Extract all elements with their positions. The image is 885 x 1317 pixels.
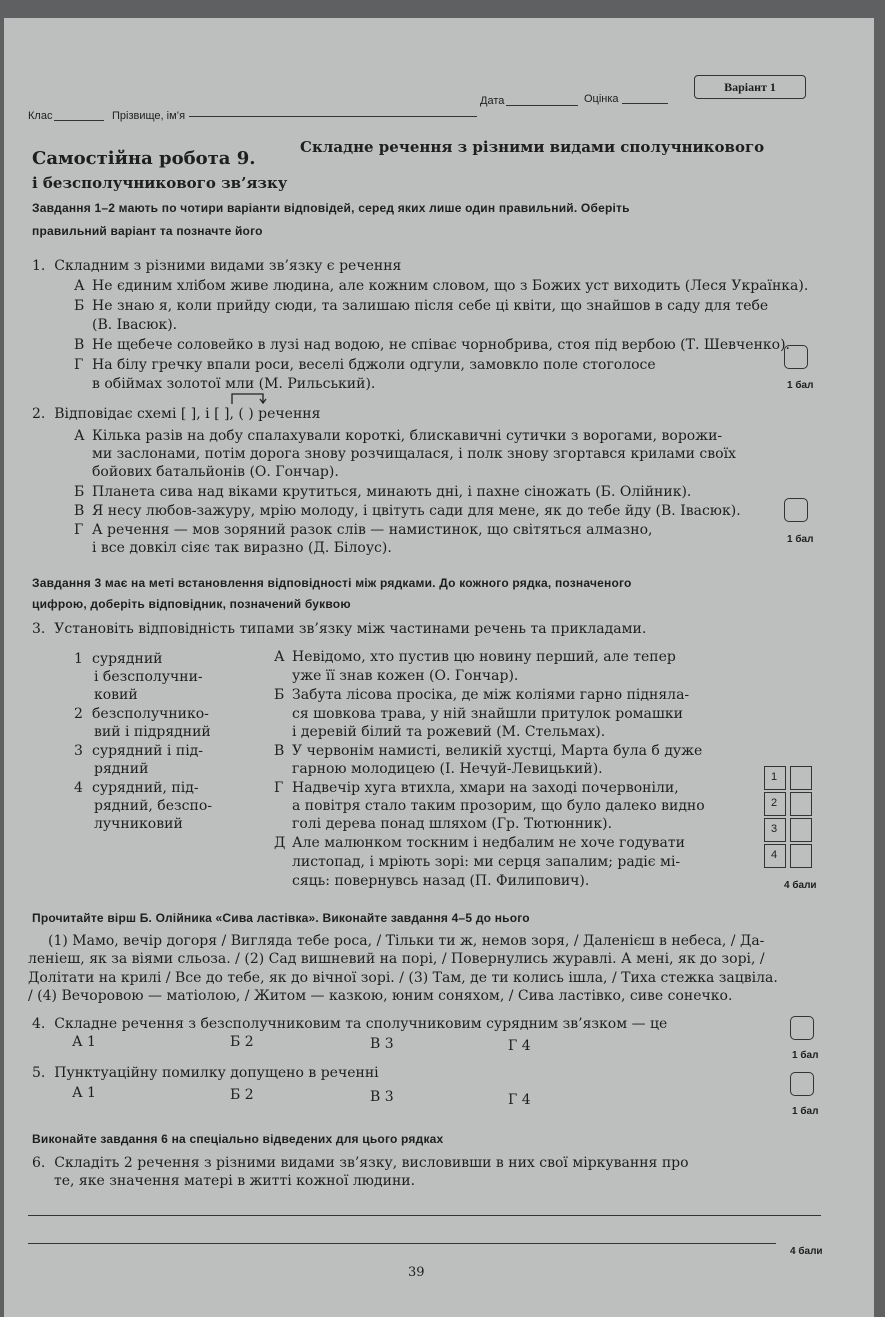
q5-option-c[interactable]: В 3	[370, 1089, 394, 1105]
question-number: 2.	[32, 406, 46, 422]
answer-line-1[interactable]	[28, 1215, 821, 1216]
surname-label: Прізвище, ім’я	[112, 110, 186, 122]
page-topic-line2: і безсполучникового зв’язку	[32, 174, 288, 192]
q5-option-a[interactable]: А 1	[72, 1085, 96, 1101]
q3-left-4-cont2: лучниковий	[94, 816, 183, 832]
question-6	[32, 1155, 689, 1171]
poem-line-3: Долітати на крилі / Все до тебе, як до вічної зорі. / (3) Там, де ти колись ішла, / Тиха стежка зацвіла.	[28, 970, 778, 986]
instruction-tasks-1-2-cont: правильний варіант та позначте його	[32, 224, 263, 238]
q3-left-1-cont1: і безсполучни-	[94, 669, 203, 685]
q3-left-3: 3 сурядний і під-	[74, 743, 204, 759]
grade-label: Оцінка	[584, 93, 619, 105]
q3-right-b: Б Забута лісова просіка, де між коліями гарно підняла-	[274, 687, 690, 703]
page-topic-line1: Складне речення з різними видами сполучникового	[300, 138, 765, 156]
q3-grid-label-4: 4	[770, 849, 778, 861]
question-text: Пунктуаційну помилку допущено в реченні	[54, 1065, 379, 1081]
q3-grid-label-2: 2	[770, 797, 778, 809]
q3-grid-label-1: 1	[770, 771, 778, 783]
instruction-task-3-cont: цифрою, доберіть відповідник, позначений буквою	[32, 597, 351, 611]
q3-points: 4 бали	[784, 880, 817, 891]
q2-option-a-cont2: бойових батальйонів (О. Гончар).	[92, 464, 339, 480]
poem-line-1: (1) Мамо, вечір догоря / Вигляда тебе роса, / Тільки ти ж, немов зоря, / Даленієш в небеса, / Да-	[48, 933, 765, 949]
q1-answer-box[interactable]	[784, 345, 808, 369]
q3-grid-answer-4[interactable]	[790, 844, 812, 868]
q3-left-4-cont1: рядний, безспо-	[94, 798, 212, 814]
q3-grid-label-3: 3	[770, 823, 778, 835]
q4-answer-box[interactable]	[790, 1016, 814, 1040]
task-6-instruction: Виконайте завдання 6 на спеціально відведених для цього рядках	[32, 1132, 444, 1146]
q5-answer-box[interactable]	[790, 1072, 814, 1096]
q3-left-2: 2 безсполучнико-	[74, 706, 209, 722]
q2-option-c[interactable]: В Я несу любов-зажуру, мрію молоду, і цвітуть сади для мене, як до тебе йду (В. Івасюк).	[74, 503, 741, 519]
question-5	[32, 1065, 379, 1081]
q3-left-2-cont: вий і підрядний	[94, 724, 211, 740]
question-4	[32, 1016, 667, 1032]
q3-grid-answer-2[interactable]	[790, 792, 812, 816]
poem-line-4: / (4) Вечоровою — матіолою, / Житом — казкою, юним соняхом, / Сива ластівко, сиве сонечко.	[28, 988, 733, 1004]
question-1	[32, 258, 401, 274]
question-6-cont: те, яке значення матері в житті кожної людини.	[54, 1173, 416, 1189]
q4-option-d[interactable]: Г 4	[508, 1038, 531, 1054]
class-label: Клас	[28, 110, 53, 122]
q1-option-b-cont: (В. Івасюк).	[92, 317, 178, 333]
poem-instruction: Прочитайте вірш Б. Олійника «Сива ластівка». Виконайте завдання 4–5 до нього	[32, 911, 530, 925]
q3-right-d: Г Надвечір хуга втихла, хмари на заході почервоніли,	[274, 780, 679, 796]
q1-option-c[interactable]: В Не щебече соловейко в лузі над водою, не співає чорнобрива, стоя під вербою (Т. Шевченко).	[74, 337, 790, 353]
question-text: Установіть відповідність типами зв’язку між частинами речень та прикладами.	[54, 621, 647, 637]
q1-option-b[interactable]: Б Не знаю я, коли прийду сюди, та залишаю після себе ці квіти, що знайшов в саду для тебе	[74, 298, 769, 314]
question-text: Відповідає схемі [ ], і [ ], ( ) речення	[54, 406, 321, 422]
question-number: 6.	[32, 1155, 46, 1171]
scheme-arrow-icon	[229, 390, 269, 406]
page-title: Самостійна робота 9.	[32, 148, 256, 169]
q3-right-c-cont: гарною молодицею (І. Нечуй-Левицький).	[292, 761, 603, 777]
q1-option-a[interactable]: А Не єдиним хлібом живе людина, але кожним словом, що з Божих уст виходить (Леся Українка).	[74, 278, 809, 294]
q6-points: 4 бали	[790, 1246, 823, 1257]
variant-badge: Варіант 1	[694, 75, 806, 99]
q4-points: 1 бал	[792, 1050, 819, 1061]
q3-right-e-cont2: сяць: повернувсь назад (П. Филипович).	[292, 873, 590, 889]
q2-answer-box[interactable]	[784, 498, 808, 522]
page-number: 39	[408, 1265, 425, 1280]
q5-option-b[interactable]: Б 2	[230, 1087, 254, 1103]
q2-option-a[interactable]: А Кілька разів на добу спалахували короткі, блискавичні сутички з ворогами, ворожи-	[74, 428, 723, 444]
poem-line-2: леніеш, як за віями сльоза. / (2) Сад вишневий на порі, / Повернулись журавлі. А мені, як до зорі, /	[28, 951, 765, 967]
instruction-task-3: Завдання 3 має на меті встановлення відповідності між рядками. До кожного рядка, позначеного	[32, 576, 632, 590]
instruction-tasks-1-2: Завдання 1–2 мають по чотири варіанти відповідей, серед яких лише один правильний. Оберіть	[32, 201, 630, 215]
q3-left-3-cont: рядний	[94, 761, 149, 777]
question-number: 5.	[32, 1065, 46, 1081]
q4-option-b[interactable]: Б 2	[230, 1034, 254, 1050]
question-text: Складним з різними видами зв’язку є речення	[54, 258, 402, 274]
q3-right-c: В У червонім намисті, великій хустці, Марта була б дуже	[274, 743, 703, 759]
q1-option-d-cont: в обіймах золотої мли (М. Рильський).	[92, 376, 376, 392]
q4-option-a[interactable]: А 1	[72, 1034, 96, 1050]
q3-left-1-cont2: ковий	[94, 687, 138, 703]
q3-right-d-cont1: а повітря стало таким прозорим, що було далеко видно	[292, 798, 705, 814]
q3-grid-answer-1[interactable]	[790, 766, 812, 790]
question-number: 1.	[32, 258, 46, 274]
q3-left-1: 1 сурядний	[74, 651, 163, 667]
question-3	[32, 621, 646, 637]
q3-right-d-cont2: голі дерева понад шляхом (Гр. Тютюнник).	[292, 816, 613, 832]
q3-left-4: 4 сурядний, під-	[74, 780, 199, 796]
q3-grid-answer-3[interactable]	[790, 818, 812, 842]
question-number: 4.	[32, 1016, 46, 1032]
q3-right-e-cont1: листопад, і мріють зорі: ми серця запалим; радіє мі-	[292, 854, 681, 870]
q2-points: 1 бал	[787, 534, 814, 545]
q3-right-b-cont2: і деревій білий та рожевий (М. Стельмах).	[292, 724, 606, 740]
question-text: Складіть 2 речення з різними видами зв’язку, висловивши в них свої міркування про	[54, 1155, 689, 1171]
q2-option-d[interactable]: Г А речення — мов зоряний разок слів — намистинок, що світяться алмазно,	[74, 522, 653, 538]
q3-right-a: А Невідомо, хто пустив цю новину перший, але тепер	[274, 649, 676, 665]
grade-field[interactable]	[622, 103, 668, 104]
q3-right-e: Д Але малюнком тоскним і недбалим не хоче годувати	[274, 835, 685, 851]
q2-option-a-cont1: ми заслонами, потім дорога знову розчищалася, і полк знову згортався крилами своїх	[92, 446, 736, 462]
q3-right-a-cont: уже її знав кожен (О. Гончар).	[292, 668, 519, 684]
q2-option-b[interactable]: Б Планета сива над віками крутиться, минають дні, і пахне сіножать (Б. Олійник).	[74, 484, 692, 500]
q4-option-c[interactable]: В 3	[370, 1036, 394, 1052]
worksheet-page	[4, 18, 874, 1317]
surname-field[interactable]	[189, 116, 477, 117]
question-text: Складне речення з безсполучниковим та сполучниковим сурядним зв’язком — це	[54, 1016, 668, 1032]
date-field[interactable]	[506, 105, 578, 106]
q1-points: 1 бал	[787, 380, 814, 391]
q5-option-d[interactable]: Г 4	[508, 1092, 531, 1108]
q3-right-b-cont1: ся шовкова трава, у ній знайшли притулок ромашки	[292, 706, 683, 722]
question-2	[32, 406, 320, 422]
q1-option-d[interactable]: Г На білу гречку впали роси, веселі бджоли одгули, замовкло поле стоголосе	[74, 357, 656, 373]
question-number: 3.	[32, 621, 46, 637]
answer-line-2[interactable]	[28, 1243, 776, 1244]
date-label: Дата	[480, 95, 505, 107]
class-field[interactable]	[54, 120, 104, 121]
q5-points: 1 бал	[792, 1106, 819, 1117]
q2-option-d-cont: і все довкіл сіяє так виразно (Д. Білоус).	[92, 540, 392, 556]
